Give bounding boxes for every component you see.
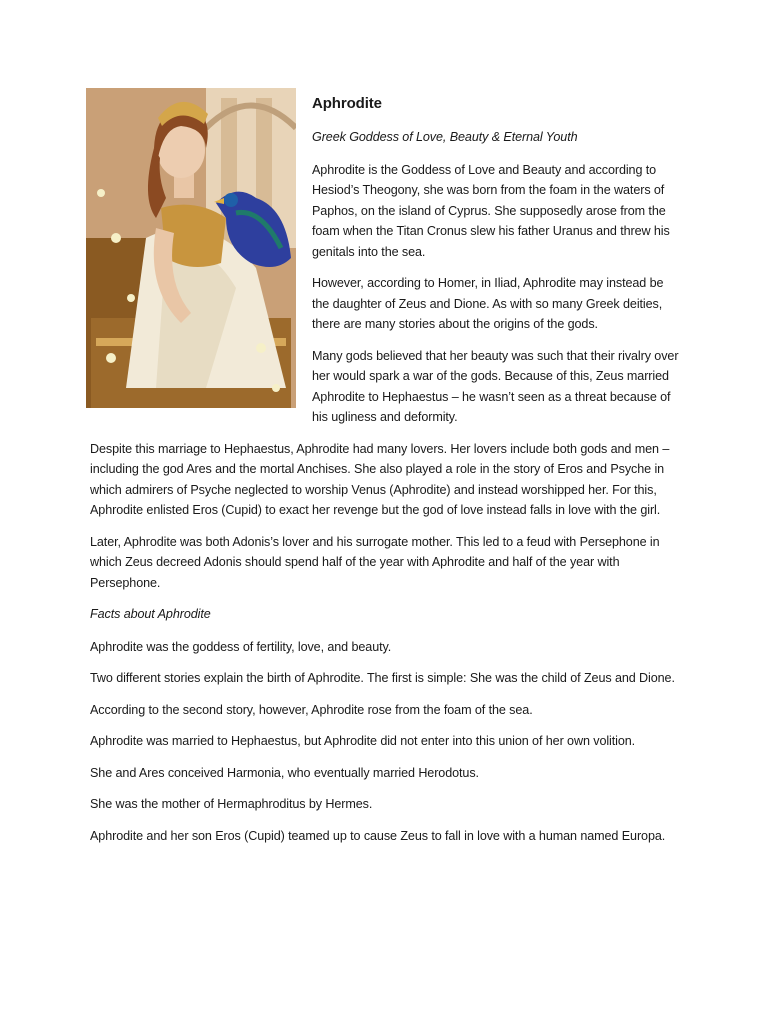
- fact-item: Two different stories explain the birth of Aphrodite. The first is simple: She was the child of Zeus and Dione.: [90, 671, 675, 685]
- body-paragraph: Later, Aphrodite was both Adonis’s lover and his surrogate mother. This led to a feud with Persephone in which Zeus decreed Adonis should spend half of the year with Aphrodite and half of the year with Persephone.: [90, 534, 660, 590]
- fact-item: She was the mother of Hermaphroditus by Hermes.: [90, 797, 373, 811]
- body-paragraph: Despite this marriage to Hephaestus, Aphrodite had many lovers. Her lovers include both gods and men – including the god Ares and the mortal Anchises. She also played a role in the story of Eros and Psyche in which admirers of Psyche neglected to worship Venus (Aphrodite) and instead worshipped her. For this, Aphrodite enlisted Eros (Cupid) to exact her revenge but the god of love instead falls in love with the girl.: [90, 441, 670, 517]
- document-subtitle: Greek Goddess of Love, Beauty & Eternal Youth: [312, 130, 578, 144]
- document-body: [90, 88, 680, 857]
- intro-paragraph: Many gods believed that her beauty was such that their rivalry over her would spark a war of the gods. Because of this, Zeus married Aphrodite to Hephaestus – he wasn’t seen as a threat because of his ugliness and deformity.: [312, 348, 679, 424]
- fact-item: Aphrodite was married to Hephaestus, but Aphrodite did not enter into this union of her own volition.: [90, 734, 636, 748]
- aphrodite-illustration: [86, 88, 296, 408]
- intro-paragraph: However, according to Homer, in Iliad, Aphrodite may instead be the daughter of Zeus and Dione. As with so many Greek deities, there are many stories about the origins of the gods.: [312, 276, 664, 331]
- fact-item: She and Ares conceived Harmonia, who eventually married Herodotus.: [90, 765, 479, 780]
- fact-item: Aphrodite and her son Eros (Cupid) teamed up to cause Zeus to fall in love with a human named Europa.: [90, 828, 666, 843]
- fact-item: Aphrodite was the goddess of fertility, love, and beauty.: [90, 639, 392, 654]
- facts-heading: Facts about Aphrodite: [90, 607, 211, 621]
- intro-paragraph: Aphrodite is the Goddess of Love and Beauty and according to Hesiod’s Theogony, she was born from the foam in the waters of Paphos, on the island of Cyprus. She supposedly arose from the foam when the Titan Cronus slew his father Uranus and threw his genitals into the sea.: [312, 162, 670, 259]
- document-title: Aphrodite: [312, 95, 382, 112]
- fact-item: According to the second story, however, Aphrodite rose from the foam of the sea.: [90, 702, 533, 717]
